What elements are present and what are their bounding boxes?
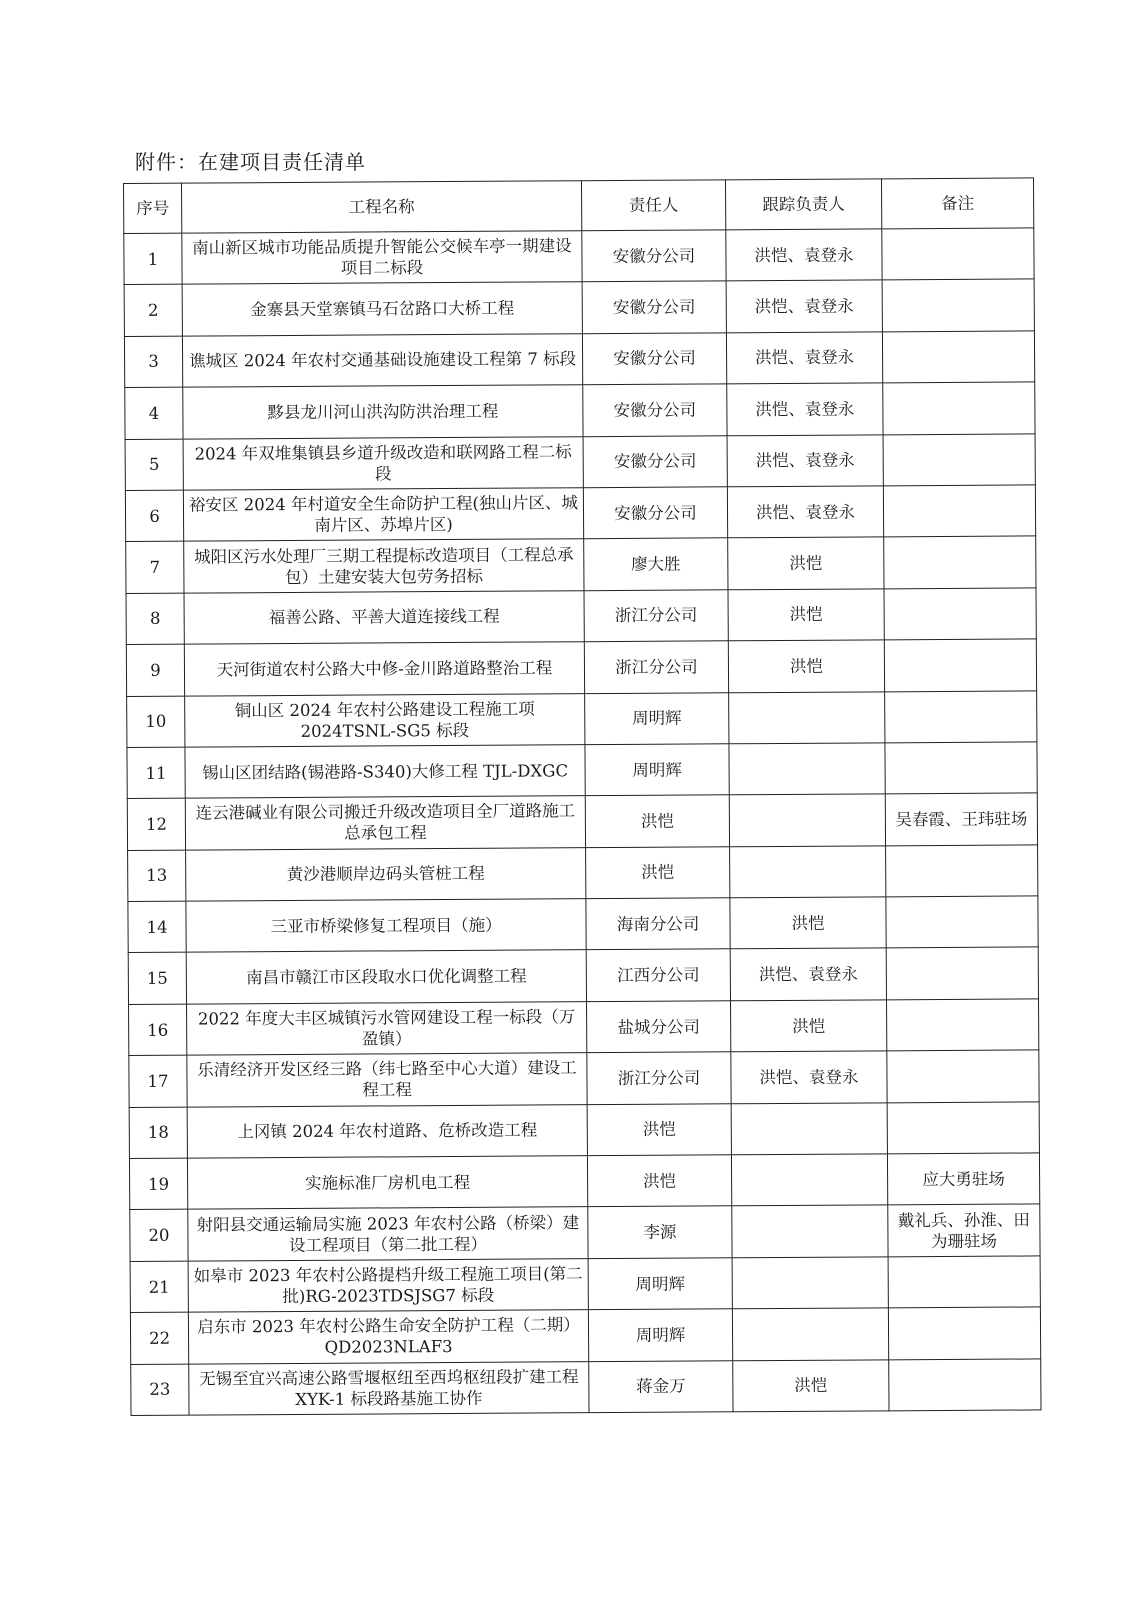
row-index: 19 [129, 1158, 187, 1210]
row-index: 1 [124, 233, 182, 285]
header-project-name: 工程名称 [182, 181, 582, 233]
row-index: 16 [129, 1004, 187, 1056]
notes-cell [884, 588, 1036, 640]
row-index: 17 [129, 1055, 187, 1107]
project-name-cell: 铜山区 2024 年农村公路建设工程施工项 2024TSNL-SG5 标段 [185, 693, 585, 747]
project-name-cell: 启东市 2023 年农村公路生命安全防护工程（二期）QD2023NLAF3 [188, 1310, 588, 1364]
row-index: 3 [124, 336, 182, 388]
responsible-cell: 海南分公司 [586, 898, 730, 950]
project-name-cell: 上冈镇 2024 年农村道路、危桥改造工程 [187, 1104, 587, 1158]
notes-cell [888, 1256, 1040, 1308]
row-index: 9 [126, 644, 184, 696]
tracker-cell [731, 1154, 887, 1206]
project-name-cell: 射阳县交通运输局实施 2023 年农村公路（桥梁）建设工程项目（第二批工程） [188, 1207, 588, 1261]
project-name-cell: 乐清经济开发区经三路（纬七路至中心大道）建设工程工程 [187, 1053, 587, 1107]
row-index: 20 [130, 1210, 188, 1262]
tracker-cell [732, 1205, 888, 1257]
tracker-cell: 洪恺、袁登永 [727, 383, 883, 435]
table-row [129, 1102, 1039, 1159]
notes-cell [882, 228, 1034, 280]
responsible-cell: 周明辉 [585, 692, 729, 744]
project-name-cell: 福善公路、平善大道连接线工程 [184, 590, 584, 644]
row-index: 7 [126, 541, 184, 593]
responsible-cell: 洪恺 [587, 1155, 731, 1207]
project-name-cell: 谯城区 2024 年农村交通基础设施建设工程第 7 标段 [182, 333, 582, 387]
notes-cell: 吴春霞、王玮驻场 [885, 793, 1037, 845]
project-name-cell: 天河街道农村公路大中修-金川路道路整治工程 [184, 642, 584, 696]
table-row [126, 536, 1036, 593]
table-row [124, 279, 1034, 336]
responsible-cell: 李源 [588, 1206, 732, 1258]
row-index: 23 [131, 1364, 189, 1416]
row-index: 21 [130, 1261, 188, 1313]
project-name-cell: 南昌市赣江市区段取水口优化调整工程 [186, 950, 586, 1004]
row-index: 5 [125, 439, 183, 491]
table-row [128, 845, 1038, 902]
table-row [127, 690, 1037, 747]
notes-cell [888, 1307, 1040, 1359]
notes-cell [889, 1359, 1041, 1411]
tracker-cell: 洪恺 [730, 897, 886, 949]
tracker-cell [729, 691, 885, 743]
responsible-cell: 浙江分公司 [587, 1052, 731, 1104]
responsible-cell: 安徽分公司 [582, 333, 726, 385]
table-row [127, 742, 1037, 799]
table-row [124, 331, 1034, 388]
tracker-cell: 洪恺 [728, 640, 884, 692]
table-row [125, 433, 1035, 490]
header-notes: 备注 [881, 178, 1033, 229]
responsible-cell: 江西分公司 [586, 949, 730, 1001]
notes-cell [883, 485, 1035, 537]
project-name-cell: 黄沙港顺岸边码头管桩工程 [186, 847, 586, 901]
project-name-cell: 如皋市 2023 年农村公路提档升级工程施工项目(第二批)RG-2023TDSJSG7 标段 [188, 1258, 588, 1312]
table-row [126, 639, 1036, 696]
notes-cell [887, 999, 1039, 1051]
project-name-cell: 连云港碱业有限公司搬迁升级改造项目全厂道路施工总承包工程 [185, 796, 585, 850]
table-body [124, 228, 1041, 1416]
project-name-cell: 无锡至宜兴高速公路雪堰枢纽至西坞枢纽段扩建工程 XYK-1 标段路基施工协作 [189, 1361, 589, 1415]
project-name-cell: 金寨县天堂寨镇马石岔路口大桥工程 [182, 282, 582, 336]
responsible-cell: 洪恺 [586, 846, 730, 898]
notes-cell [883, 382, 1035, 434]
responsible-cell: 周明辉 [585, 744, 729, 796]
table-row [127, 793, 1037, 850]
table-row [130, 1307, 1040, 1364]
project-name-cell: 实施标准厂房机电工程 [187, 1156, 587, 1210]
responsible-cell: 洪恺 [587, 1103, 731, 1155]
tracker-cell: 洪恺、袁登永 [726, 229, 882, 281]
tracker-cell: 洪恺、袁登永 [726, 280, 882, 332]
responsible-cell: 廖大胜 [584, 538, 728, 590]
table-row [129, 1050, 1039, 1107]
project-name-cell: 城阳区污水处理厂三期工程提标改造项目（工程总承包）土建安装大包劳务招标 [184, 539, 584, 593]
project-name-cell: 裕安区 2024 年村道安全生命防护工程(独山片区、城南片区、苏埠片区) [183, 488, 583, 542]
row-index: 18 [129, 1107, 187, 1159]
notes-cell [884, 536, 1036, 588]
table-row [128, 896, 1038, 953]
responsible-cell: 安徽分公司 [583, 487, 727, 539]
table-row [125, 485, 1035, 542]
tracker-cell [731, 1102, 887, 1154]
notes-cell [887, 1050, 1039, 1102]
tracker-cell: 洪恺、袁登永 [727, 486, 883, 538]
table-row [124, 228, 1034, 285]
tracker-cell [729, 794, 885, 846]
project-name-cell: 南山新区城市功能品质提升智能公交候车亭一期建设项目二标段 [182, 231, 582, 285]
tracker-cell: 洪恺 [728, 537, 884, 589]
table-row [130, 1204, 1040, 1261]
notes-cell [883, 433, 1035, 485]
header-index: 序号 [124, 183, 182, 233]
header-tracker: 跟踪负责人 [725, 179, 881, 230]
tracker-cell [732, 1308, 888, 1360]
row-index: 6 [125, 490, 183, 542]
project-name-cell: 锡山区团结路(锡港路-S340)大修工程 TJL-DXGC [185, 745, 585, 799]
tracker-cell: 洪恺 [733, 1359, 889, 1411]
tracker-cell [729, 743, 885, 795]
responsible-cell: 安徽分公司 [583, 435, 727, 487]
responsible-cell: 安徽分公司 [583, 384, 727, 436]
row-index: 13 [128, 850, 186, 902]
notes-cell [886, 947, 1038, 999]
table-row [128, 947, 1038, 1004]
notes-cell [886, 845, 1038, 897]
table-row [129, 1153, 1039, 1210]
notes-cell: 戴礼兵、孙淮、田为珊驻场 [888, 1204, 1040, 1256]
responsible-cell: 浙江分公司 [584, 641, 728, 693]
row-index: 15 [128, 953, 186, 1005]
project-name-cell: 2024 年双堆集镇县乡道升级改造和联网路工程二标段 [183, 436, 583, 490]
responsible-cell: 安徽分公司 [582, 281, 726, 333]
notes-cell [884, 639, 1036, 691]
project-responsibility-table [123, 177, 1042, 1416]
notes-cell [885, 690, 1037, 742]
table-header-row [124, 178, 1034, 234]
row-index: 22 [130, 1312, 188, 1364]
table-row [125, 382, 1035, 439]
responsible-cell: 安徽分公司 [582, 230, 726, 282]
responsible-cell: 盐城分公司 [587, 1001, 731, 1053]
row-index: 11 [127, 747, 185, 799]
notes-cell [885, 742, 1037, 794]
row-index: 4 [125, 387, 183, 439]
tracker-cell: 洪恺、袁登永 [727, 434, 883, 486]
tracker-cell: 洪恺、袁登永 [730, 948, 886, 1000]
header-responsible: 责任人 [581, 180, 725, 231]
project-name-cell: 2022 年度大丰区城镇污水管网建设工程一标段（万盈镇） [187, 1002, 587, 1056]
notes-cell [882, 279, 1034, 331]
document-title: 附件：在建项目责任清单 [135, 150, 366, 174]
project-name-cell: 三亚市桥梁修复工程项目（施） [186, 899, 586, 953]
table-row [129, 999, 1039, 1056]
table-row [131, 1359, 1041, 1416]
responsible-cell: 浙江分公司 [584, 590, 728, 642]
responsible-cell: 周明辉 [588, 1309, 732, 1361]
row-index: 10 [127, 696, 185, 748]
notes-cell: 应大勇驻场 [887, 1153, 1039, 1205]
row-index: 12 [127, 798, 185, 850]
table-row [130, 1256, 1040, 1313]
project-name-cell: 黟县龙川河山洪沟防洪治理工程 [183, 385, 583, 439]
row-index: 14 [128, 901, 186, 953]
notes-cell [882, 331, 1034, 383]
responsible-cell: 蒋金万 [589, 1360, 733, 1412]
responsible-cell: 洪恺 [585, 795, 729, 847]
tracker-cell: 洪恺、袁登永 [731, 1051, 887, 1103]
notes-cell [887, 1102, 1039, 1154]
tracker-cell [732, 1257, 888, 1309]
notes-cell [886, 896, 1038, 948]
row-index: 8 [126, 593, 184, 645]
row-index: 2 [124, 285, 182, 337]
table-row [126, 588, 1036, 645]
tracker-cell: 洪恺 [731, 1000, 887, 1052]
tracker-cell [730, 846, 886, 898]
tracker-cell: 洪恺 [728, 589, 884, 641]
responsible-cell: 周明辉 [588, 1258, 732, 1310]
tracker-cell: 洪恺、袁登永 [726, 332, 882, 384]
